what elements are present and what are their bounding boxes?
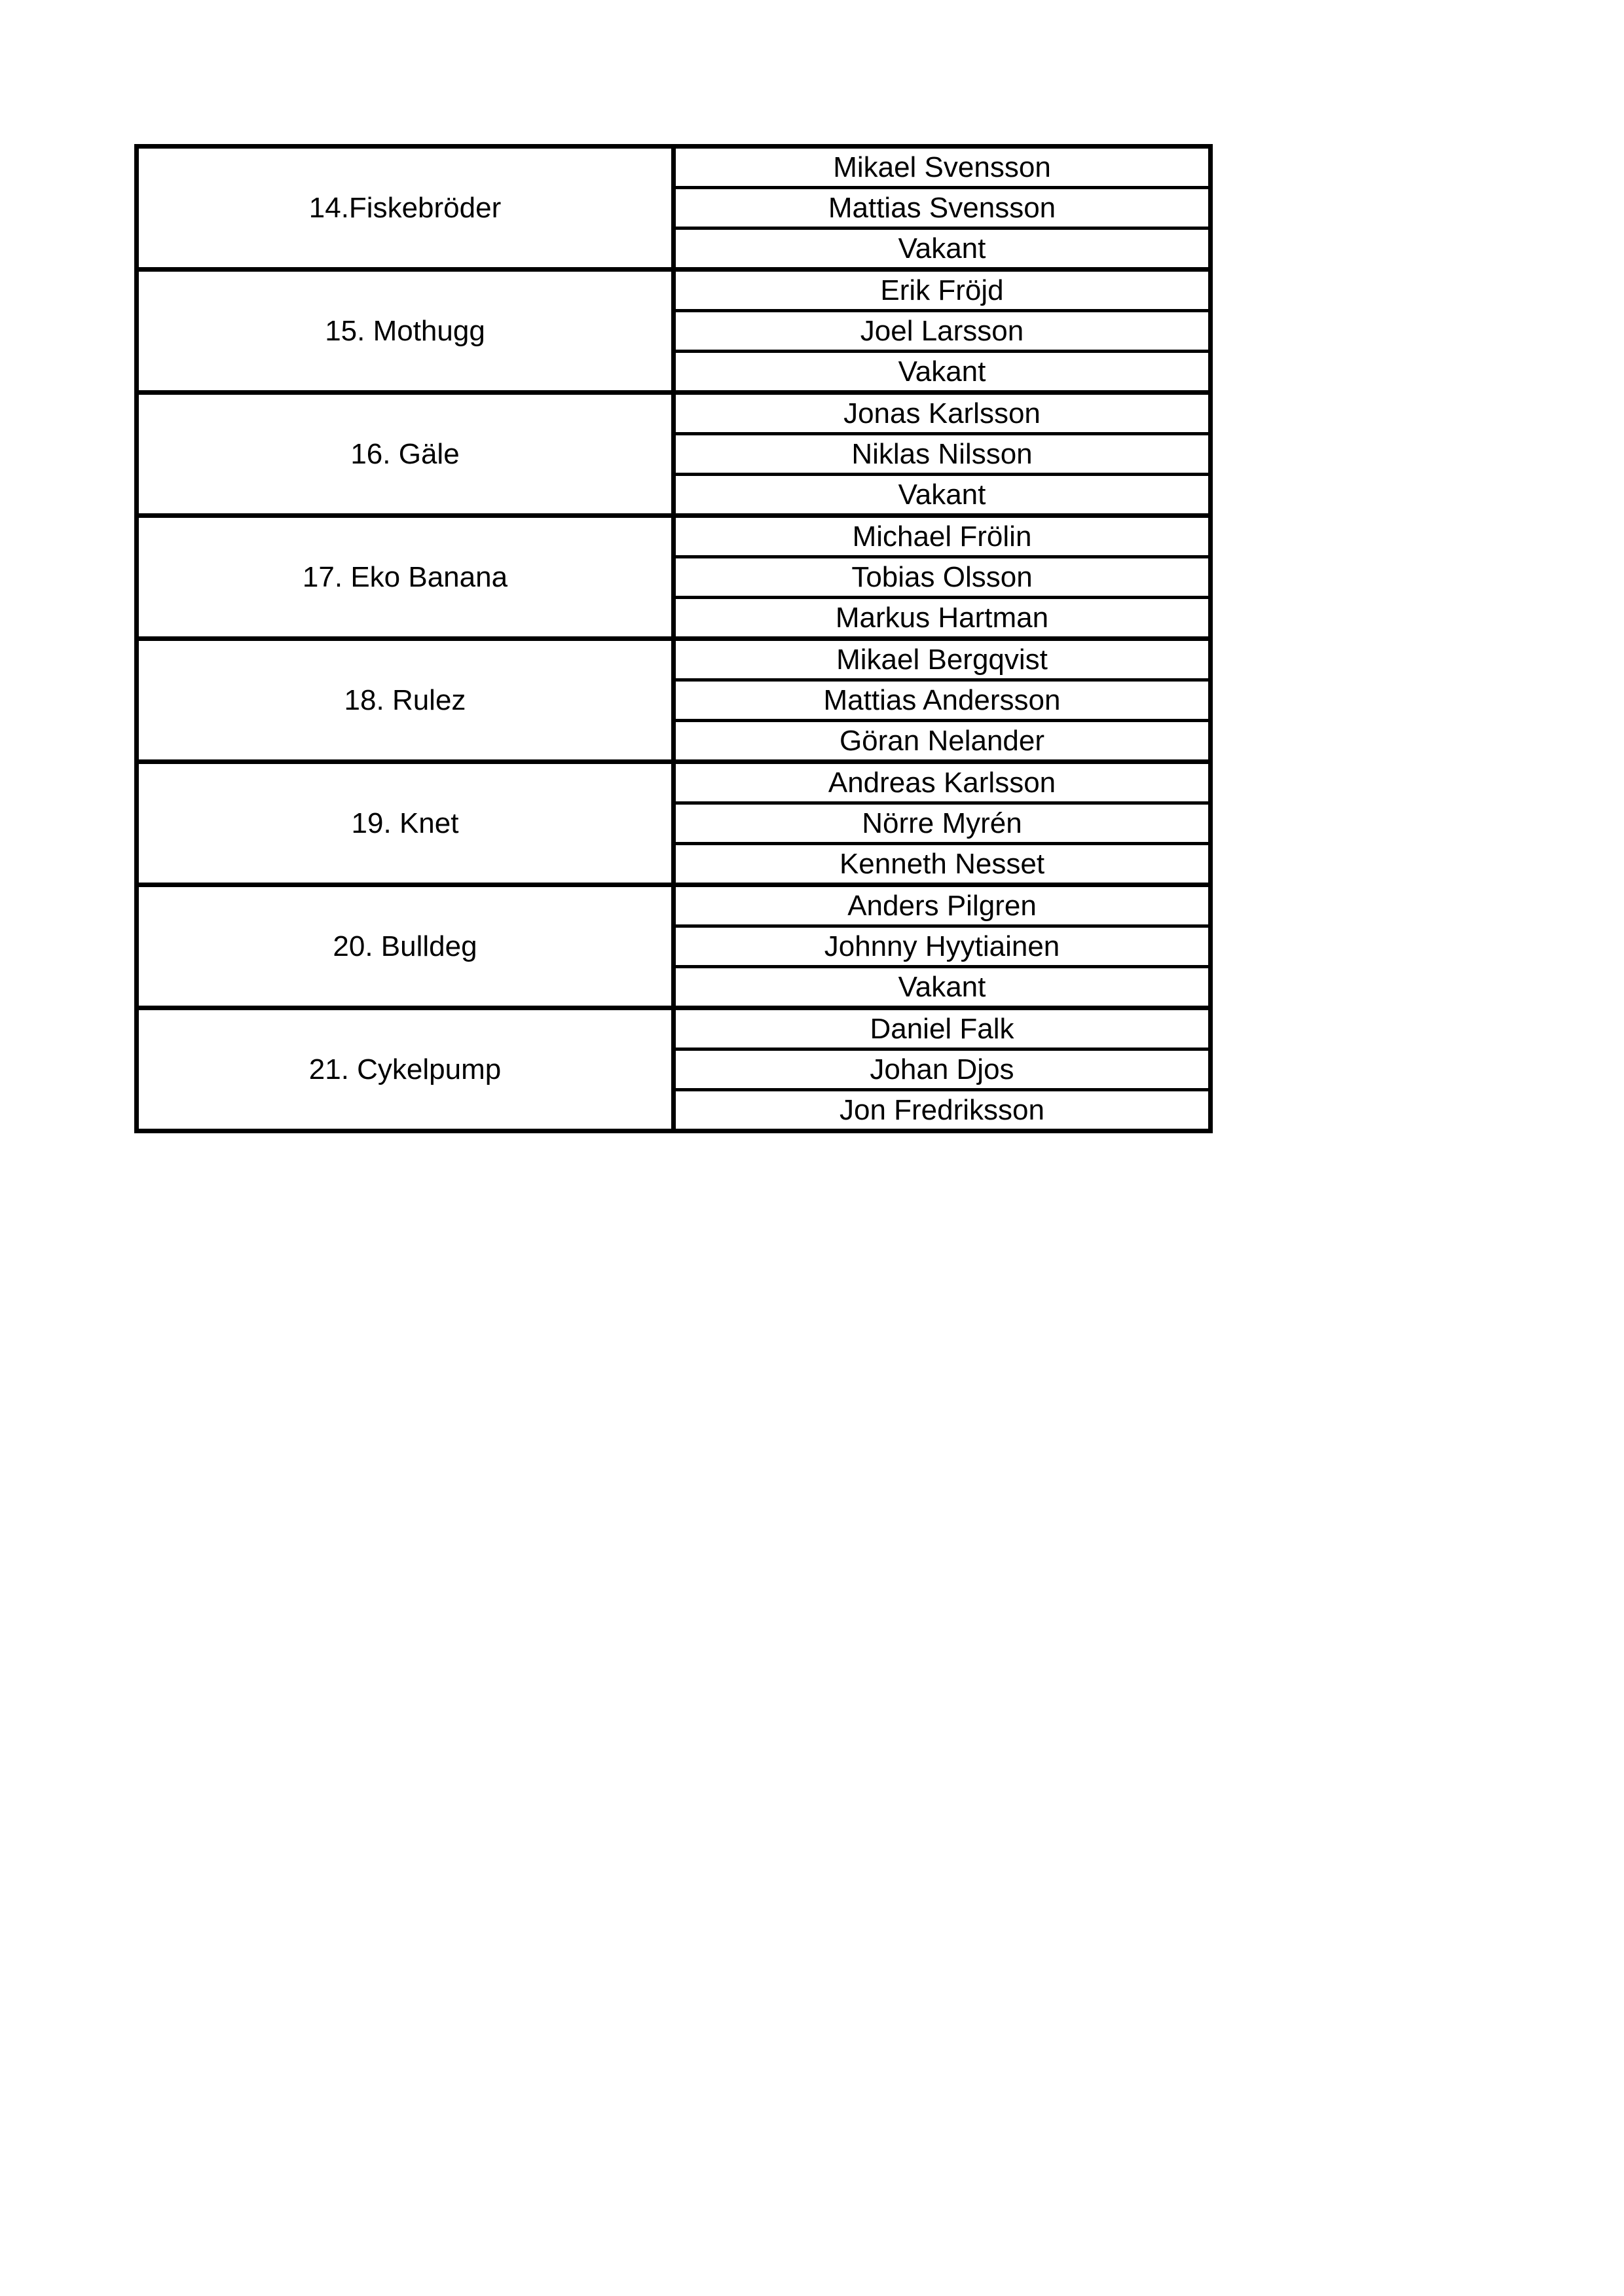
player-name-cell: Daniel Falk — [674, 1008, 1211, 1049]
team-name-cell: 14.Fiskebröder — [137, 147, 674, 270]
player-name-cell: Anders Pilgren — [674, 885, 1211, 926]
player-name-cell: Jonas Karlsson — [674, 393, 1211, 434]
player-name-cell: Kenneth Nesset — [674, 844, 1211, 885]
player-name-cell: Mikael Bergqvist — [674, 639, 1211, 680]
player-name-cell: Johnny Hyytiainen — [674, 926, 1211, 967]
player-row — [137, 885, 1211, 926]
player-name-cell: Joel Larsson — [674, 311, 1211, 352]
player-name-cell: Vakant — [674, 475, 1211, 516]
player-name-cell: Markus Hartman — [674, 598, 1211, 639]
player-name-cell: Erik Fröjd — [674, 270, 1211, 311]
player-row — [137, 516, 1211, 557]
team-name-cell: 21. Cykelpump — [137, 1008, 674, 1131]
player-name-cell: Michael Frölin — [674, 516, 1211, 557]
player-name-cell: Nörre Myrén — [674, 803, 1211, 844]
player-name-cell: Tobias Olsson — [674, 557, 1211, 598]
player-name-cell: Johan Djos — [674, 1049, 1211, 1090]
team-roster-table — [134, 144, 1213, 1133]
player-row — [137, 270, 1211, 311]
player-row — [137, 393, 1211, 434]
team-name-cell: 15. Mothugg — [137, 270, 674, 393]
player-name-cell: Andreas Karlsson — [674, 762, 1211, 803]
player-row — [137, 1008, 1211, 1049]
team-name-cell: 19. Knet — [137, 762, 674, 885]
player-row — [137, 639, 1211, 680]
team-name-cell: 17. Eko Banana — [137, 516, 674, 639]
player-name-cell: Niklas Nilsson — [674, 434, 1211, 475]
player-name-cell: Mikael Svensson — [674, 147, 1211, 188]
player-name-cell: Vakant — [674, 967, 1211, 1008]
team-name-cell: 16. Gäle — [137, 393, 674, 516]
team-roster-body — [137, 147, 1211, 1131]
team-name-cell: 20. Bulldeg — [137, 885, 674, 1008]
player-name-cell: Jon Fredriksson — [674, 1090, 1211, 1131]
player-name-cell: Vakant — [674, 352, 1211, 393]
player-row — [137, 147, 1211, 188]
player-name-cell: Mattias Svensson — [674, 188, 1211, 228]
player-row — [137, 762, 1211, 803]
team-name-cell: 18. Rulez — [137, 639, 674, 762]
player-name-cell: Mattias Andersson — [674, 680, 1211, 721]
player-name-cell: Göran Nelander — [674, 721, 1211, 762]
player-name-cell: Vakant — [674, 228, 1211, 270]
